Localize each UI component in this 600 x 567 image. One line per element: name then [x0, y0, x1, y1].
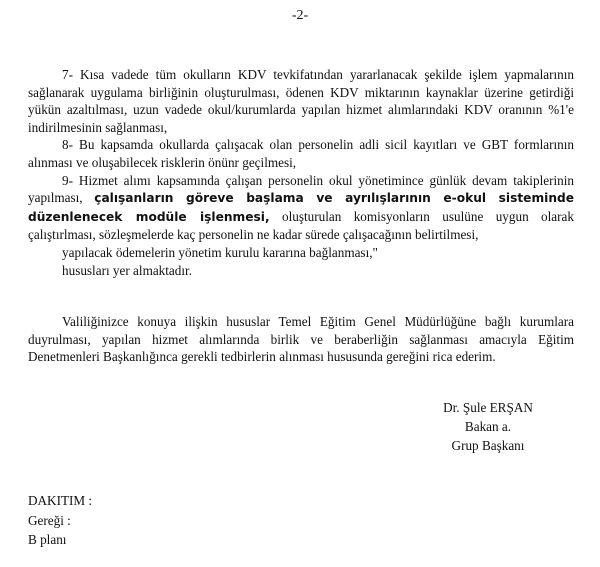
- signatory-name: Dr. Şule ERŞAN: [443, 400, 533, 415]
- page-number: -2-: [291, 8, 309, 23]
- paragraph-spacer: [28, 279, 574, 296]
- closing-paragraph: Valiliğinizce konuya ilişkin hususlar Temel Eğitim Genel Müdürlüğüne bağlı kurumlara duyrulması, yapılan hizmet alımlarında birlik ve beraberliğin sağlanması amacıyla Eğitim Denetmenleri Başkanlığınca gerekli tedbirlerin alınması hususunda gereğini rica ederim.: [28, 314, 574, 365]
- distribution-line-1: Gereği :: [28, 512, 71, 528]
- item-9-bold-text: çalışanların göreve başlama ve ayrılışlarının e-okul sisteminde düzenlenecek modüle işlenmesi,: [28, 191, 574, 224]
- item-9-text-start: 9- Hizmet alımı kapsamında çalışan personelin okul yönetimince günlük devam takiplerinin yapılması,: [28, 172, 574, 206]
- distribution-heading: DAKITIM :: [28, 493, 93, 508]
- document-body: [28, 66, 574, 366]
- signature-block: [408, 398, 568, 455]
- payment-line: yapılacak ödemelerin yönetim kurulu kararına bağlanması,": [62, 244, 378, 260]
- item-8-paragraph: 8- Bu kapsamda okullarda çalışacak olan personelin adli sicil kayıtları ve GBT formlarının alınması ve oluşabilecek risklerin önünr geçilmesi,: [28, 137, 574, 170]
- paragraph-spacer: [28, 296, 574, 313]
- distribution-line-2: B planı: [28, 532, 67, 547]
- signatory-authority: Bakan a.: [464, 419, 512, 434]
- item-9-paragraph: [28, 172, 574, 244]
- distribution-block: [28, 491, 92, 550]
- conclusion-line: hususları yer almaktadır.: [62, 262, 193, 278]
- signatory-title: Grup Başkanı: [451, 438, 525, 453]
- item-7-paragraph: 7- Kısa vadede tüm okulların KDV tevkifatından yararlanacak şekilde işlem yapmalarının sağlanarak uygulama birliğinin oluşturulması, ödenen KDV miktarının kaynaklar üzerine getirdiği yükün azaltılması, uzun vadede okul/kurumlarda yapılan hizmet alımlarındaki KDV oranının %1'e indirilmesinin sağlanması,: [28, 67, 574, 135]
- item-9-text-end: oluşturulan komisyonların usulüne uygun olarak çalıştırlması, sözleşmelerde kaç personelin ne kadar sürede çalışacağının belirtilmesi,: [28, 208, 575, 243]
